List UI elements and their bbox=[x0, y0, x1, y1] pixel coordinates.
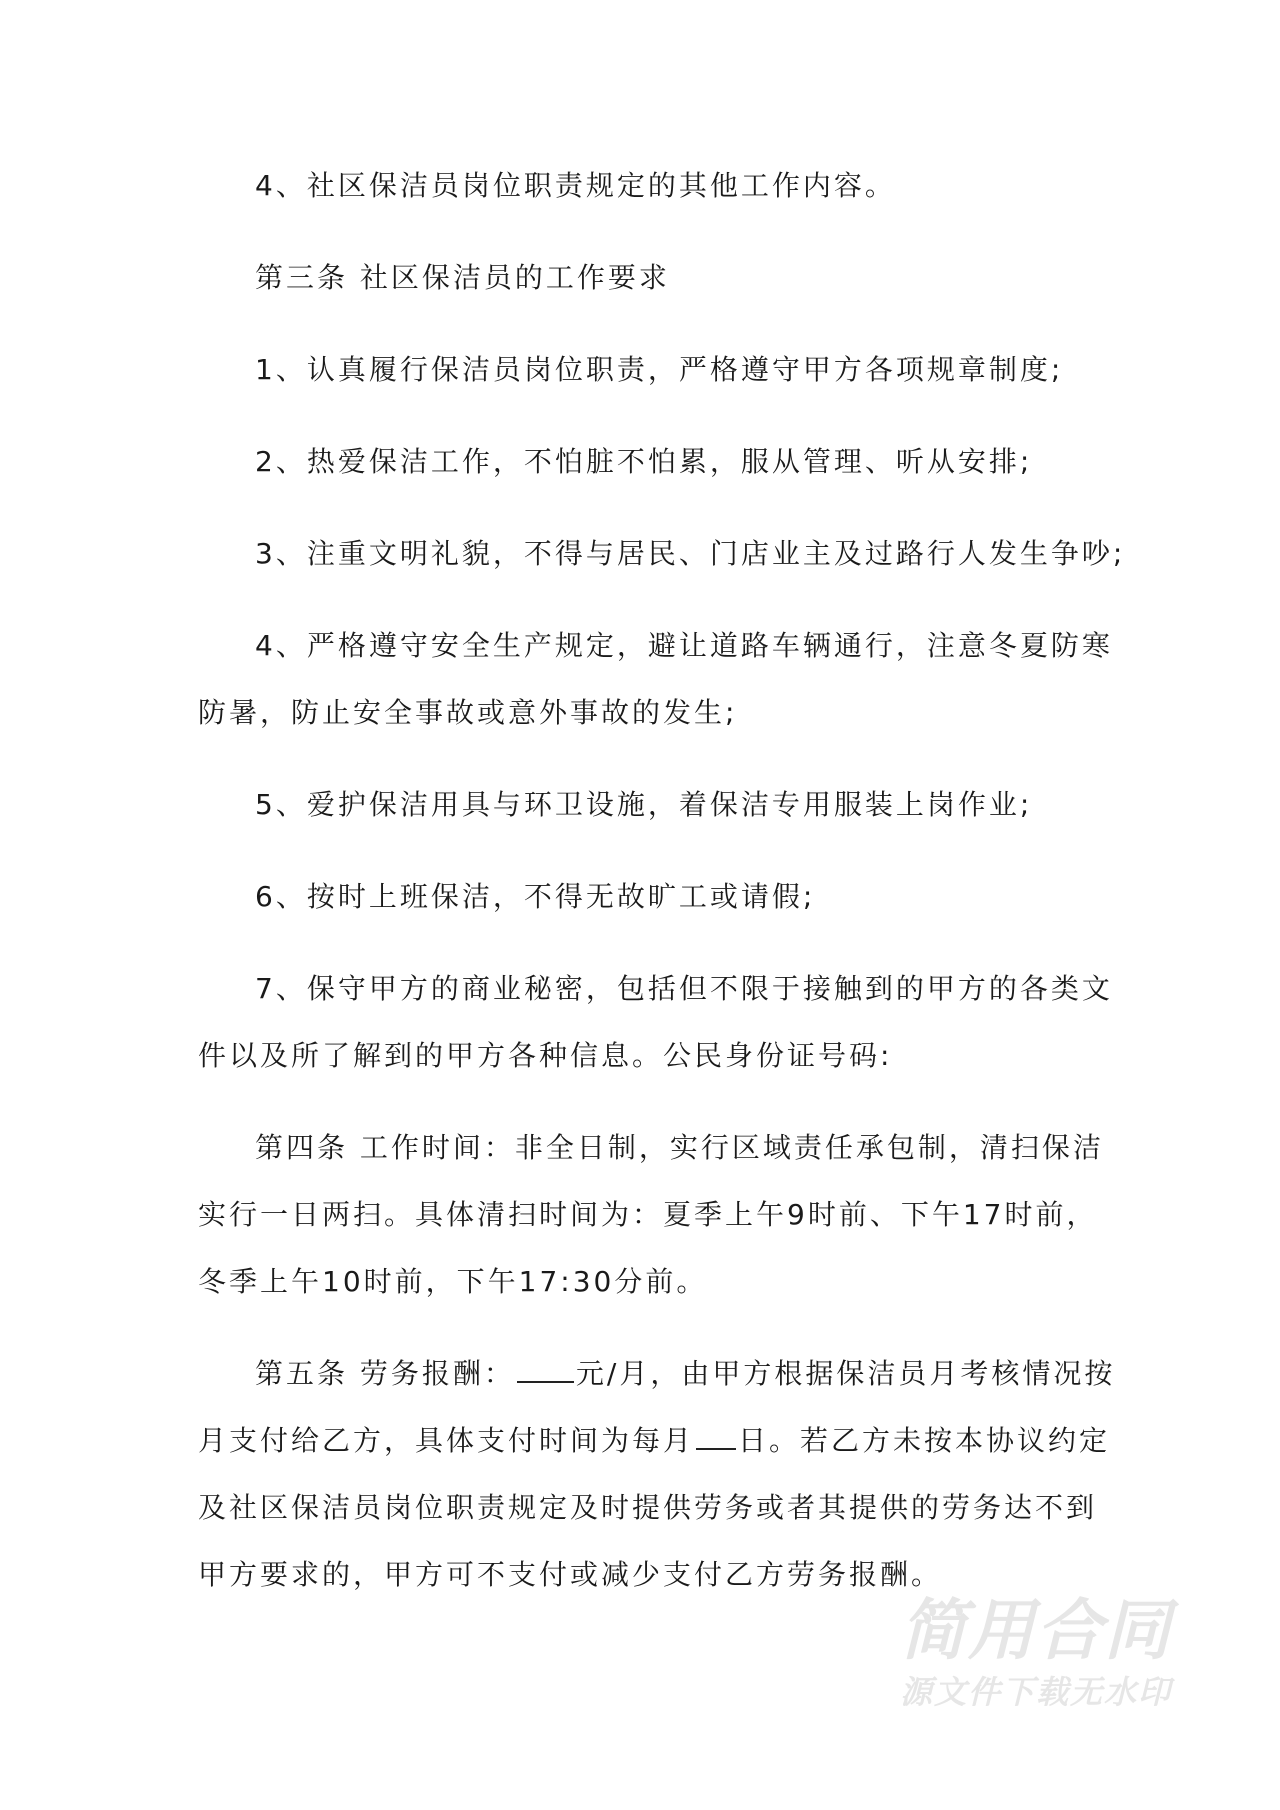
text-segment: 元/月，由甲方根据保洁员月考核情况按 bbox=[575, 1357, 1116, 1390]
text-line: 7、保守甲方的商业秘密，包括但不限于接触到的甲方的各类文 bbox=[255, 972, 1113, 1005]
text-line: 1、认真履行保洁员岗位职责，严格遵守甲方各项规章制度; bbox=[255, 353, 1064, 386]
paragraph-req-4 bbox=[198, 612, 1113, 746]
paragraph-req-7 bbox=[198, 955, 1113, 1089]
text-line: 实行一日两扫。具体清扫时间为：夏季上午9时前、下午17时前， bbox=[198, 1198, 1098, 1231]
text-segment: 第五条 劳务报酬： bbox=[255, 1357, 515, 1390]
pay-day-blank bbox=[696, 1422, 736, 1450]
text-line bbox=[198, 1407, 1111, 1474]
text-line: 防暑，防止安全事故或意外事故的发生; bbox=[198, 696, 738, 729]
text-line: 4、社区保洁员岗位职责规定的其他工作内容。 bbox=[255, 169, 896, 202]
text-line: 6、按时上班保洁，不得无故旷工或请假; bbox=[255, 880, 816, 913]
text-line: 件以及所了解到的甲方各种信息。公民身份证号码: bbox=[198, 1039, 893, 1072]
text-line: 甲方要求的，甲方可不支付或减少支付乙方劳务报酬。 bbox=[198, 1558, 943, 1591]
paragraph-duty-4 bbox=[198, 152, 1098, 219]
text-line bbox=[198, 1340, 1116, 1407]
watermark-title: 简用合同 bbox=[900, 1592, 1172, 1669]
paragraph-req-6 bbox=[198, 863, 1098, 930]
paragraph-req-3 bbox=[198, 520, 1126, 587]
paragraph-req-2 bbox=[198, 428, 1098, 495]
paragraph-article-4 bbox=[198, 1114, 1104, 1315]
salary-blank bbox=[517, 1355, 574, 1383]
text-segment: 月支付给乙方，具体支付时间为每月 bbox=[198, 1424, 695, 1457]
paragraph-req-5 bbox=[198, 771, 1098, 838]
watermark-subtitle: 源文件下载无水印 bbox=[899, 1673, 1172, 1711]
text-line: 及社区保洁员岗位职责规定及时提供劳务或者其提供的劳务达不到 bbox=[198, 1491, 1098, 1524]
text-segment: 日。若乙方未按本协议约定 bbox=[738, 1424, 1111, 1457]
heading-article-3 bbox=[198, 244, 1098, 311]
paragraph-req-1 bbox=[198, 336, 1098, 403]
text-line: 5、爱护保洁用具与环卫设施，着保洁专用服装上岗作业; bbox=[255, 788, 1033, 821]
watermark-logo bbox=[886, 1592, 1186, 1712]
text-line: 第四条 工作时间：非全日制，实行区域责任承包制，清扫保洁 bbox=[255, 1131, 1104, 1164]
text-line: 4、严格遵守安全生产规定，避让道路车辆通行，注意冬夏防寒 bbox=[255, 629, 1113, 662]
text-line: 2、热爱保洁工作，不怕脏不怕累，服从管理、听从安排; bbox=[255, 445, 1033, 478]
paragraph-article-5 bbox=[198, 1340, 1116, 1608]
text-line: 第三条 社区保洁员的工作要求 bbox=[255, 261, 670, 294]
text-line: 冬季上午10时前，下午17:30分前。 bbox=[198, 1265, 708, 1298]
text-line: 3、注重文明礼貌，不得与居民、门店业主及过路行人发生争吵; bbox=[255, 537, 1126, 570]
document-body bbox=[198, 152, 1126, 1608]
